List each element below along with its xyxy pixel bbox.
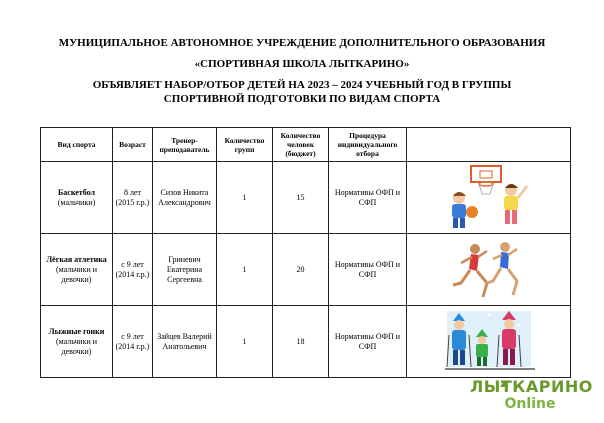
sport-cell — [41, 162, 113, 234]
table-header-row — [41, 128, 571, 162]
table-row — [41, 234, 571, 306]
people-cell: 15 — [273, 162, 329, 234]
school-name: «СПОРТИВНАЯ ШКОЛА ЛЫТКАРИНО» — [194, 58, 410, 70]
runners-icon — [439, 239, 539, 301]
groups-cell: 1 — [217, 162, 273, 234]
groups-cell: 1 — [217, 234, 273, 306]
groups-cell: 1 — [217, 306, 273, 378]
sport-gender: (мальчики и девочки) — [55, 336, 98, 356]
sport-cell — [41, 306, 113, 378]
sport-gender: (мальчики) — [57, 197, 96, 207]
table-row — [41, 306, 571, 378]
header-age: Возраст — [113, 128, 153, 162]
people-cell: 18 — [273, 306, 329, 378]
header-coach: Тренер-преподаватель — [153, 128, 217, 162]
announcement-line-1: ОБЪЯВЛЯЕТ НАБОР/ОТБОР ДЕТЕЙ НА 2023 – 2024 УЧЕБНЫЙ ГОД В ГРУППЫ — [92, 79, 512, 91]
header-illustration — [407, 128, 571, 162]
logo-line-2: Online — [504, 396, 556, 412]
sport-name: Баскетбол — [57, 187, 95, 197]
coach-cell: Гриневич Екатерина Сергеевна — [153, 234, 217, 306]
institution-name: МУНИЦИПАЛЬНОЕ АВТОНОМНОЕ УЧРЕЖДЕНИЕ ДОПОЛНИТЕЛЬНОГО ОБРАЗОВАНИЯ — [58, 37, 546, 49]
announcement-line-2: СПОРТИВНОЙ ПОДГОТОВКИ ПО ВИДАМ СПОРТА — [163, 93, 441, 105]
header-procedure: Процедура индивидуального отбора — [329, 128, 407, 162]
logo-line-1: ЛЫТКАРИНО — [470, 377, 593, 396]
header-groups: Количество групп — [217, 128, 273, 162]
age-cell: с 9 лет (2014 г.р.) — [113, 306, 153, 378]
procedure-cell: Нормативы ОФП и СФП — [329, 162, 407, 234]
skiing-family-icon — [439, 307, 539, 377]
sport-name: Лёгкая атлетика — [46, 254, 107, 264]
lytkarino-online-logo — [470, 377, 593, 418]
logo-triangle-icon — [500, 381, 508, 387]
illustration-cell — [407, 162, 571, 234]
illustration-cell — [407, 234, 571, 306]
basketball-kids-icon — [439, 164, 539, 232]
coach-cell: Сизов Никита Александрович — [153, 162, 217, 234]
enrollment-table — [40, 127, 571, 378]
sport-cell — [41, 234, 113, 306]
header-people: Количество человек (бюджет) — [273, 128, 329, 162]
people-cell: 20 — [273, 234, 329, 306]
sport-name: Лыжные гонки — [48, 326, 105, 336]
procedure-cell: Нормативы ОФП и СФП — [329, 234, 407, 306]
illustration-cell — [407, 306, 571, 378]
age-cell: с 9 лет (2014 г.р.) — [113, 234, 153, 306]
age-cell: 8 лет (2015 г.р.) — [113, 162, 153, 234]
header-sport: Вид спорта — [41, 128, 113, 162]
coach-cell: Зайцев Валерий Анатольевич — [153, 306, 217, 378]
table-row — [41, 162, 571, 234]
sport-gender: (мальчики и девочки) — [55, 264, 98, 284]
procedure-cell: Нормативы ОФП и СФП — [329, 306, 407, 378]
